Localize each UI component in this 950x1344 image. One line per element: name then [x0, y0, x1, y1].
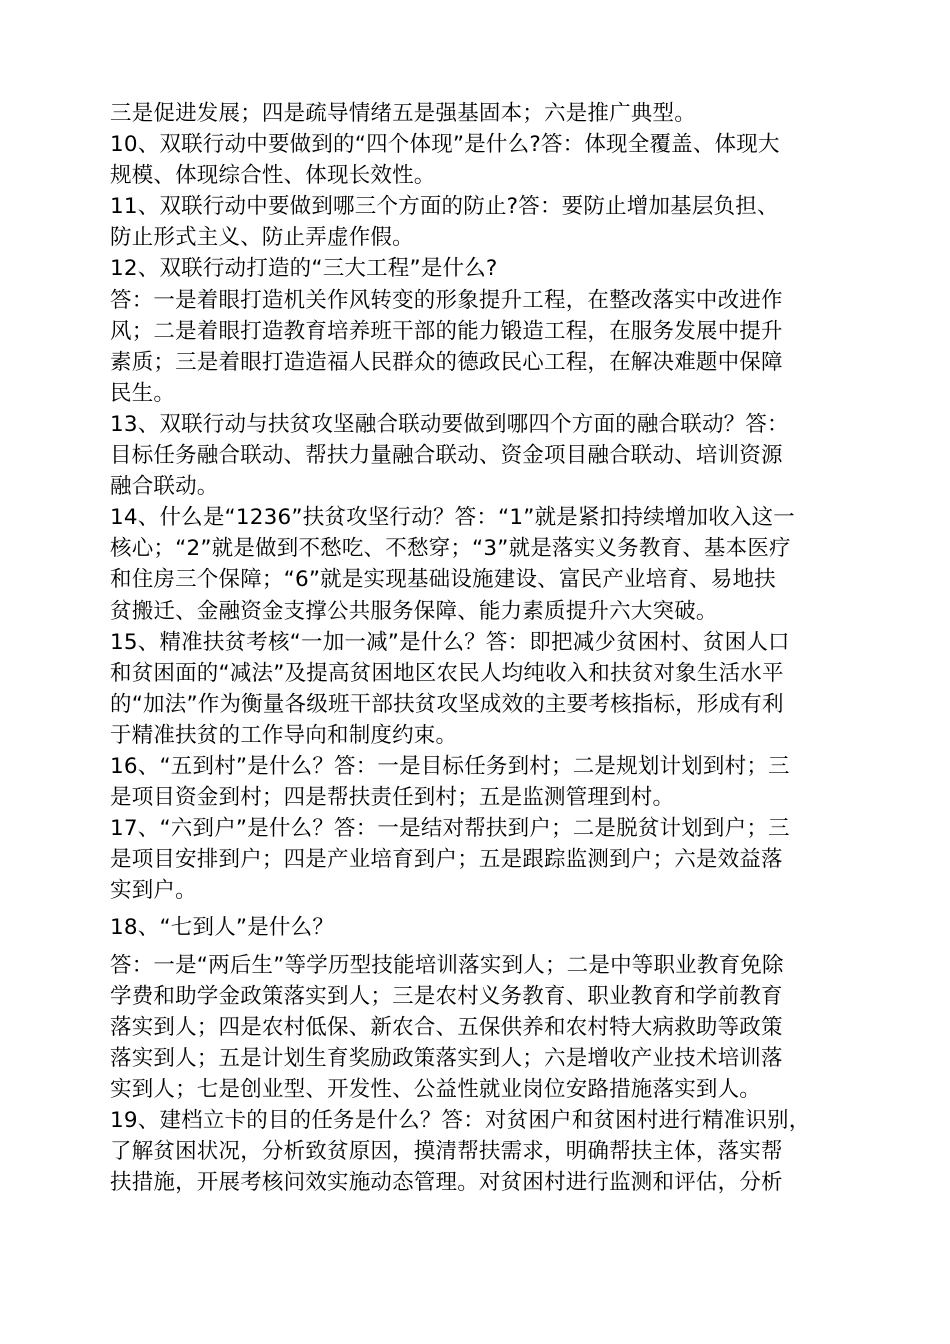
text-line-23: 是项目资金到村；四是帮扶责任到村；五是监测管理到村。 — [110, 785, 675, 811]
text-line-27: 18、“七到人”是什么？ — [110, 915, 335, 941]
text-line-34: 了解贫困状况，分析致贫原因，摸清帮扶需求，明确帮扶主体，落实帮 — [110, 1139, 783, 1165]
text-line-35: 扶措施，开展考核问效实施动态管理。对贫困村进行监测和评估，分析 — [110, 1170, 783, 1196]
text-line-21: 于精准扶贫的工作导向和制度约束。 — [110, 722, 458, 748]
text-line-1: 三是促进发展；四是疏导情绪五是强基固本；六是推广典型。 — [110, 101, 696, 126]
text-line-11: 13、双联行动与扶贫攻坚融合联动要做到哪四个方面的融合联动？答： — [110, 411, 789, 437]
document-body — [110, 98, 850, 1198]
text-line-24: 17、“六到户”是什么？答：一是结对帮扶到户；二是脱贫计划到户；三 — [110, 816, 790, 842]
text-line-8: 风；二是着眼打造教育培养班干部的能力锻造工程，在服务发展中提升 — [110, 318, 783, 344]
text-line-9: 素质；三是着眼打造造福人民群众的德政民心工程，在解决难题中保障 — [110, 349, 783, 375]
text-line-32: 实到人；七是创业型、开发性、公益性就业岗位安路措施落实到人。 — [110, 1076, 762, 1102]
text-line-31: 落实到人；五是计划生育奖励政策落实到人；六是增收产业技术培训落 — [110, 1045, 783, 1071]
text-line-2: 10、双联行动中要做到的“四个体现”是什么?答：体现全覆盖、体现大 — [110, 132, 780, 158]
text-line-26: 实到户。 — [110, 878, 197, 904]
text-line-12: 目标任务融合联动、帮扶力量融合联动、资金项目融合联动、培训资源 — [110, 443, 783, 469]
text-line-14: 14、什么是“1236”扶贫攻坚行动？答：“1”就是紧扣持续增加收入这一 — [110, 505, 796, 531]
text-line-6: 12、双联行动打造的“三大工程”是什么? — [110, 256, 498, 282]
text-line-28: 答：一是“两后生”等学历型技能培训落实到人；二是中等职业教育免除 — [110, 952, 784, 978]
text-line-20: 的“加法”作为衡量各级班干部扶贫攻坚成效的主要考核指标，形成有利 — [110, 691, 784, 717]
text-line-18: 15、精准扶贫考核“一加一减”是什么？答：即把减少贫困村、贫困人口 — [110, 629, 790, 655]
text-line-3: 规模、体现综合性、体现长效性。 — [110, 163, 436, 189]
text-line-25: 是项目安排到户；四是产业培育到户；五是跟踪监测到户；六是效益落 — [110, 847, 783, 873]
text-line-10: 民生。 — [110, 380, 176, 406]
text-line-17: 贫搬迁、金融资金支撑公共服务保障、能力素质提升六大突破。 — [110, 598, 718, 624]
text-line-22: 16、“五到村”是什么？答：一是目标任务到村；二是规划计划到村；三 — [110, 753, 790, 779]
text-line-33: 19、建档立卡的目的任务是什么？答：对贫困户和贫困村进行精准识别， — [110, 1108, 811, 1133]
text-line-29: 学费和助学金政策落实到人；三是农村义务教育、职业教育和学前教育 — [110, 983, 783, 1009]
text-line-13: 融合联动。 — [110, 474, 219, 500]
text-line-5: 防止形式主义、防止弄虚作假。 — [110, 225, 414, 251]
text-line-7: 答：一是着眼打造机关作风转变的形象提升工程，在整改落实中改进作 — [110, 287, 783, 313]
text-line-19: 和贫困面的“减法”及提高贫困地区农民人均纯收入和扶贫对象生活水平 — [110, 660, 784, 686]
text-line-15: 核心；“2”就是做到不愁吃、不愁穿；“3”就是落实义务教育、基本医疗 — [110, 536, 791, 562]
text-line-30: 落实到人；四是农村低保、新农合、五保供养和农村特大病救助等政策 — [110, 1014, 783, 1040]
text-line-4: 11、双联行动中要做到哪三个方面的防止?答：要防止增加基层负担、 — [110, 194, 779, 220]
text-line-16: 和住房三个保障；“6”就是实现基础设施建设、富民产业培育、易地扶 — [110, 567, 776, 593]
